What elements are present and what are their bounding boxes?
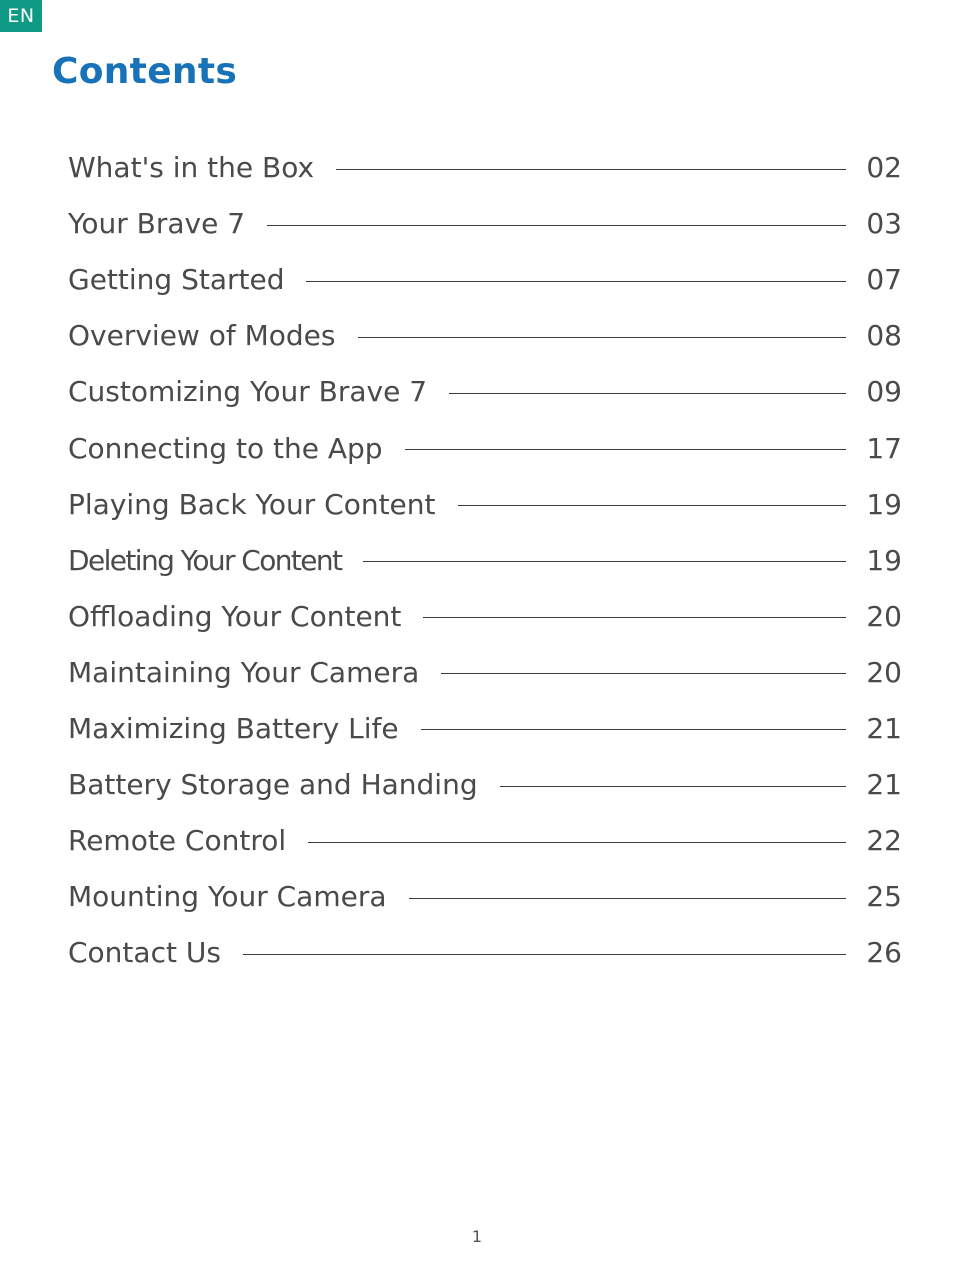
toc-entry-page: 19 bbox=[866, 487, 902, 521]
toc-leader-line bbox=[358, 337, 847, 338]
toc-leader-line bbox=[336, 169, 846, 170]
toc-entry-label: Customizing Your Brave 7 bbox=[68, 375, 428, 409]
table-of-contents bbox=[68, 140, 902, 981]
toc-entry-whats-in-the-box[interactable] bbox=[68, 140, 902, 196]
toc-leader-line bbox=[363, 561, 846, 562]
toc-entry-label: Battery Storage and Handing bbox=[68, 768, 478, 802]
toc-entry-label: Contact Us bbox=[68, 936, 221, 970]
toc-entry-remote-control[interactable] bbox=[68, 813, 902, 869]
toc-leader-line bbox=[405, 449, 846, 450]
toc-entry-getting-started[interactable] bbox=[68, 252, 902, 308]
toc-leader-line bbox=[441, 673, 846, 674]
toc-leader-line bbox=[421, 729, 846, 730]
toc-entry-maximizing-battery-life[interactable] bbox=[68, 701, 902, 757]
toc-entry-label: Deleting Your Content bbox=[68, 543, 342, 577]
toc-entry-label: Playing Back Your Content bbox=[68, 487, 436, 521]
toc-entry-label: Maintaining Your Camera bbox=[68, 655, 420, 689]
toc-entry-page: 08 bbox=[866, 319, 902, 353]
toc-entry-label: Mounting Your Camera bbox=[68, 880, 387, 914]
toc-entry-label: Offloading Your Content bbox=[68, 599, 402, 633]
toc-leader-line bbox=[449, 393, 846, 394]
page-number: 1 bbox=[471, 1227, 483, 1246]
toc-leader-line bbox=[409, 898, 846, 899]
toc-entry-page: 20 bbox=[866, 599, 902, 633]
toc-entry-page: 19 bbox=[866, 543, 902, 577]
toc-entry-your-brave-7[interactable] bbox=[68, 196, 902, 252]
toc-leader-line bbox=[423, 617, 846, 618]
toc-entry-battery-storage-and-handing[interactable] bbox=[68, 757, 902, 813]
toc-leader-line bbox=[308, 842, 846, 843]
toc-leader-line bbox=[500, 786, 846, 787]
toc-entry-playing-back-your-content[interactable] bbox=[68, 477, 902, 533]
toc-entry-offloading-your-content[interactable] bbox=[68, 589, 902, 645]
toc-entry-label: What's in the Box bbox=[68, 151, 315, 185]
toc-entry-page: 17 bbox=[866, 431, 902, 465]
toc-entry-page: 20 bbox=[866, 655, 902, 689]
toc-leader-line bbox=[306, 281, 846, 282]
toc-leader-line bbox=[267, 225, 846, 226]
toc-entry-label: Your Brave 7 bbox=[68, 207, 246, 241]
page-title: Contents bbox=[52, 51, 238, 92]
toc-entry-label: Getting Started bbox=[68, 263, 285, 297]
toc-leader-line bbox=[458, 505, 847, 506]
toc-entry-mounting-your-camera[interactable] bbox=[68, 869, 902, 925]
toc-entry-label: Remote Control bbox=[68, 824, 287, 858]
language-badge: EN bbox=[0, 0, 42, 32]
toc-entry-label: Maximizing Battery Life bbox=[68, 711, 399, 745]
toc-entry-page: 21 bbox=[866, 768, 902, 802]
toc-entry-customizing-your-brave-7[interactable] bbox=[68, 364, 902, 420]
toc-entry-page: 09 bbox=[866, 375, 902, 409]
toc-entry-page: 26 bbox=[866, 936, 902, 970]
toc-entry-maintaining-your-camera[interactable] bbox=[68, 645, 902, 701]
toc-entry-page: 02 bbox=[866, 151, 902, 185]
toc-entry-page: 21 bbox=[866, 711, 902, 745]
toc-entry-page: 03 bbox=[866, 207, 902, 241]
toc-entry-page: 22 bbox=[866, 824, 902, 858]
toc-entry-label: Connecting to the App bbox=[68, 431, 383, 465]
toc-entry-page: 25 bbox=[866, 880, 902, 914]
toc-leader-line bbox=[243, 954, 846, 955]
toc-entry-contact-us[interactable] bbox=[68, 925, 902, 981]
toc-entry-deleting-your-content[interactable] bbox=[68, 533, 902, 589]
toc-entry-connecting-to-the-app[interactable] bbox=[68, 420, 902, 476]
toc-entry-label: Overview of Modes bbox=[68, 319, 336, 353]
toc-entry-page: 07 bbox=[866, 263, 902, 297]
toc-entry-overview-of-modes[interactable] bbox=[68, 308, 902, 364]
